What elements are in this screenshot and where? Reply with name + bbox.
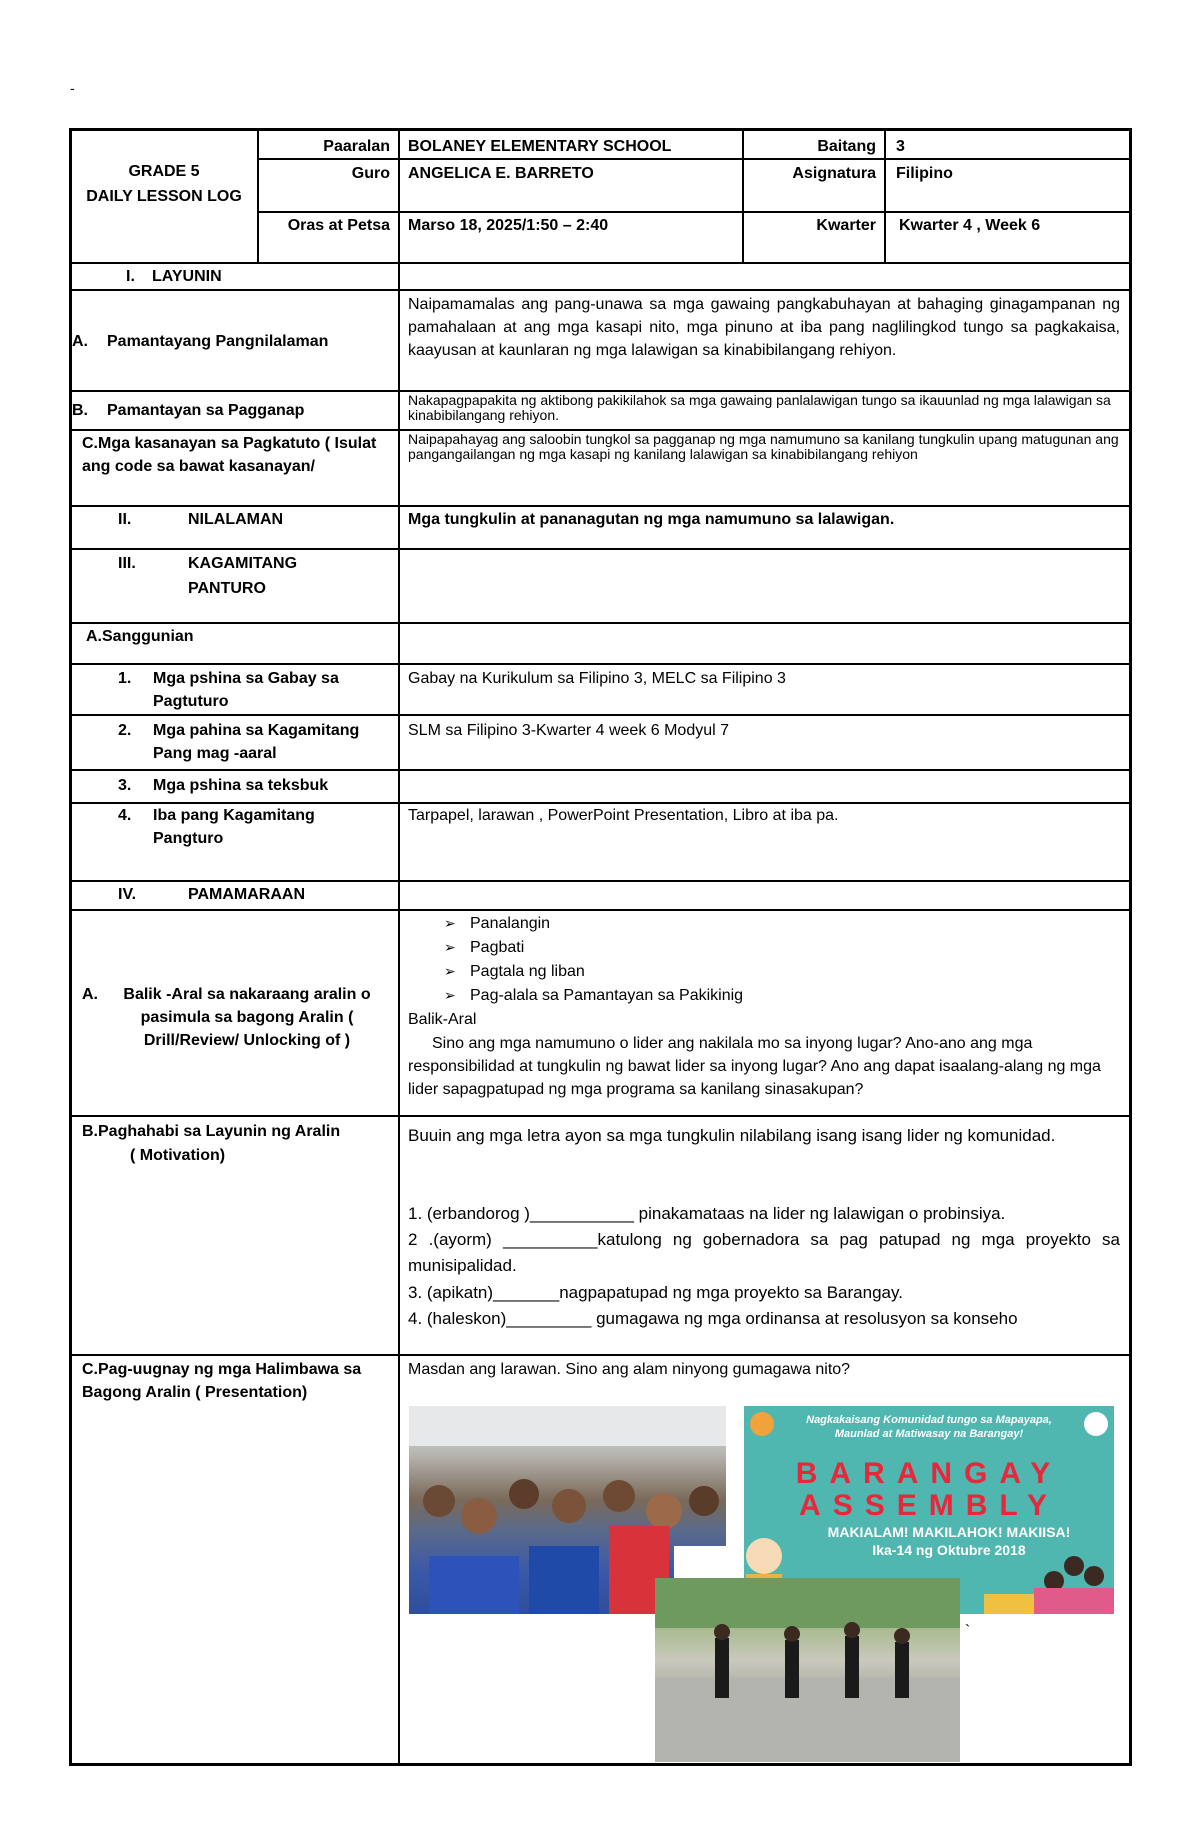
gabay-label: Mga pshina sa Gabay sa Pagtuturo bbox=[153, 670, 339, 710]
kwarter-value: Kwarter 4 , Week 6 bbox=[899, 217, 1041, 234]
poster-word-assembly: ASSEMBLY bbox=[799, 1489, 1059, 1522]
bullet-label: Pag-alala sa Pamantayan sa Pakikinig bbox=[470, 987, 744, 1004]
paaralan-label: Paaralan bbox=[323, 138, 390, 155]
pagganap-num: B. bbox=[72, 402, 88, 419]
pamamaraan-label: PAMAMARAAN bbox=[188, 886, 306, 903]
rule bbox=[258, 158, 1130, 160]
arrow-bullet-icon: ➢ bbox=[444, 939, 456, 955]
motivation-item: 4. (haleskon)_________ gumagawa ng mga ordinansa at resolusyon sa konseho bbox=[408, 1309, 1018, 1328]
bullet-item bbox=[444, 960, 585, 983]
log-title-grade: GRADE 5 bbox=[128, 163, 200, 180]
layunin-num: I. bbox=[126, 268, 135, 285]
top-mark: - bbox=[70, 80, 75, 96]
nilalaman-num: II. bbox=[118, 511, 132, 528]
rule bbox=[884, 131, 886, 262]
cleanup-illustration bbox=[655, 1578, 960, 1762]
motivation-label: B.Paghahabi sa Layunin ng Aralin bbox=[82, 1123, 341, 1140]
kasanayan-label: C.Mga kasanayan sa Pagkatuto ( Isulat ang code sa bawat kasanayan/ bbox=[82, 435, 377, 475]
arrow-bullet-icon: ➢ bbox=[444, 963, 456, 979]
bullet-item bbox=[444, 984, 743, 1007]
teksbuk-label: Mga pshina sa teksbuk bbox=[153, 777, 329, 794]
rule bbox=[71, 262, 1130, 264]
bullet-item bbox=[444, 936, 524, 959]
poster-tagline: MAKIALAM! MAKILAHOK! MAKIISA! bbox=[827, 1524, 1071, 1540]
balik-aral-label: Balik -Aral sa nakaraang aralin o pasimula sa bagong Aralin ( Drill/Review/ Unlocking of ) bbox=[123, 986, 371, 1049]
paaralan-value: BOLANEY ELEMENTARY SCHOOL bbox=[408, 138, 672, 155]
motivation-item: 3. (apikatn)_______nagpapatupad ng mga proyekto sa Barangay. bbox=[408, 1283, 903, 1302]
rule bbox=[398, 131, 400, 1764]
balik-aral-num: A. bbox=[82, 986, 98, 1003]
rule bbox=[742, 131, 744, 262]
guro-label: Guro bbox=[351, 165, 390, 182]
asignatura-label: Asignatura bbox=[792, 165, 876, 182]
kasanayan-text: Naipapahayag ang saloobin tungkol sa pagganap ng mga namumuno sa kanilang tungkulin upang matugunan ang pangangailangan ng mga kasapi ng kanilang lalawigan sa kinabibilangang rehiyon bbox=[408, 431, 1119, 462]
bullet-label: Pagtala ng liban bbox=[470, 963, 585, 980]
balik-aral-heading: Balik-Aral bbox=[408, 1011, 477, 1028]
kagamitan-label-2: PANTURO bbox=[188, 580, 266, 597]
bullet-item bbox=[444, 912, 550, 935]
rule bbox=[71, 289, 1130, 291]
pagganap-label: Pamantayan sa Pagganap bbox=[107, 402, 305, 419]
iba-pang-value: Tarpapel, larawan , PowerPoint Presentation, Libro at iba pa. bbox=[408, 807, 839, 824]
rule bbox=[71, 909, 1130, 911]
pamantayang-num: A. bbox=[72, 333, 88, 350]
teksbuk-num: 3. bbox=[118, 777, 132, 794]
pamamaraan-num: IV. bbox=[118, 886, 137, 903]
arrow-bullet-icon: ➢ bbox=[444, 915, 456, 931]
pamantayang-text: Naipamamalas ang pang-unawa sa mga gawaing pangkabuhayan at bahaging ginagampanan ng pamahalaan at ang mga kasapi nito, mga pinuno at iba pang naglilingkod tungo sa pagkakaisa, kaayusan at kaunlaran ng mga lalawigan sa kinabibilangang rehiyon. bbox=[408, 296, 1120, 359]
rule bbox=[71, 1115, 1130, 1117]
street-cleanup-photo bbox=[655, 1578, 960, 1762]
rule bbox=[258, 211, 1130, 213]
baitang-value: 3 bbox=[896, 138, 905, 155]
kwarter-label: Kwarter bbox=[816, 217, 876, 234]
guro-value: ANGELICA E. BARRETO bbox=[408, 165, 594, 182]
motivation-intro: Buuin ang mga letra ayon sa mga tungkulin nilabilang isang isang lider ng komunidad. bbox=[408, 1126, 1056, 1145]
oras-label: Oras at Petsa bbox=[287, 217, 390, 234]
bullet-label: Panalangin bbox=[470, 915, 551, 932]
rule bbox=[71, 663, 1130, 665]
motivation-sublabel: ( Motivation) bbox=[130, 1147, 226, 1164]
rule bbox=[71, 548, 1130, 550]
balik-aral-text: Sino ang mga namumuno o lider ang nakilala mo sa inyong lugar? Ano-ano ang mga responsibilidad at tungkulin ng bawat lider sa inyong lugar? Ano ang dapat isaalang-alang ng mga lider sapagpatupad ng mga programa sa kanilang sinasakupan? bbox=[408, 1035, 1101, 1098]
rule bbox=[257, 131, 259, 262]
arrow-bullet-icon: ➢ bbox=[444, 987, 456, 1003]
poster-date: Ika-14 ng Oktubre 2018 bbox=[872, 1542, 1026, 1558]
rule bbox=[71, 1354, 1130, 1356]
nilalaman-label: NILALAMAN bbox=[188, 511, 284, 528]
gabay-num: 1. bbox=[118, 670, 132, 687]
gabay-value: Gabay na Kurikulum sa Filipino 3, MELC sa Filipino 3 bbox=[408, 670, 786, 687]
motivation-item: 1. (erbandorog )___________ pinakamataas na lider ng lalawigan o probinsiya. bbox=[408, 1204, 1006, 1223]
iba-pang-num: 4. bbox=[118, 807, 132, 824]
pagganap-text: Nakapagpapakita ng aktibong pakikilahok sa mga gawaing panlalawigan tungo sa ikauunlad ng mga lalawigan sa kinabibilangang rehiyon. bbox=[408, 392, 1111, 423]
kagamitang-num: 2. bbox=[118, 722, 132, 739]
nilalaman-text: Mga tungkulin at pananagutan ng mga namumuno sa lalawigan. bbox=[408, 511, 895, 528]
iba-pang-label: Iba pang Kagamitang Pangturo bbox=[153, 807, 315, 847]
sanggunian-label: A.Sanggunian bbox=[86, 628, 194, 645]
poster-slogan-1: Nagkakaisang Komunidad tungo sa Mapayapa, bbox=[806, 1414, 1052, 1426]
kagamitang-value: SLM sa Filipino 3-Kwarter 4 week 6 Modyul 7 bbox=[408, 722, 730, 739]
poster-word-barangay: BARANGAY bbox=[795, 1457, 1063, 1490]
kagamitang-label: Mga pahina sa Kagamitang Pang mag -aaral bbox=[153, 722, 360, 762]
rule bbox=[71, 769, 1130, 771]
kagamitan-label-1: KAGAMITANG bbox=[188, 555, 298, 572]
rule bbox=[71, 622, 1130, 624]
oras-value: Marso 18, 2025/1:50 – 2:40 bbox=[408, 217, 609, 234]
layunin-heading: LAYUNIN bbox=[152, 268, 222, 285]
pamantayang-label: Pamantayang Pangnilalaman bbox=[107, 333, 329, 350]
asignatura-value: Filipino bbox=[896, 165, 953, 182]
rule bbox=[71, 505, 1130, 507]
presentation-text: Masdan ang larawan. Sino ang alam ninyong gumagawa nito? bbox=[408, 1361, 851, 1378]
log-title: DAILY LESSON LOG bbox=[86, 188, 242, 205]
bullet-label: Pagbati bbox=[470, 939, 525, 956]
kagamitan-num: III. bbox=[118, 555, 136, 572]
rule bbox=[71, 880, 1130, 882]
stray-mark: ` bbox=[965, 1623, 971, 1640]
poster-slogan-2: Maunlad at Matiwasay na Barangay! bbox=[834, 1428, 1024, 1440]
presentation-label: C.Pag-uugnay ng mga Halimbawa sa Bagong Aralin ( Presentation) bbox=[82, 1361, 362, 1401]
motivation-item: 2 .(ayorm) __________katulong ng gobernadora sa pag patupad ng mga proyekto sa munisipalidad. bbox=[408, 1230, 1120, 1275]
baitang-label: Baitang bbox=[817, 138, 876, 155]
rule bbox=[71, 714, 1130, 716]
